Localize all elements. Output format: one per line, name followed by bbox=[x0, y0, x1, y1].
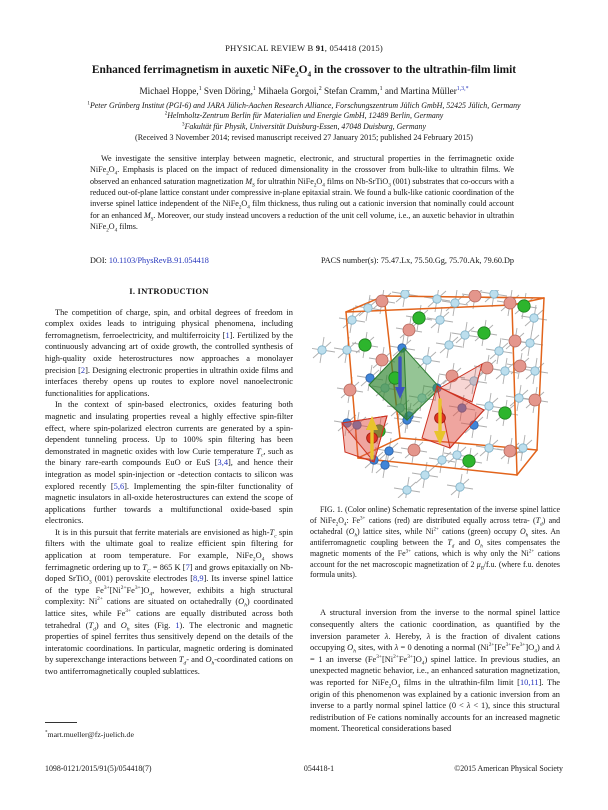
affiliations-block bbox=[45, 101, 563, 132]
intro-paragraph-1: The competition of charge, spin, and orbital degrees of freedom in complex oxides leads to intriguing physical phenomena, including ferromagnetism, ferroelectricity, and multiferroicity [1]. Fertilized by the continuously advancing art of oxide growth, the controlled synthesis of high-quality oxide heterostructures now approaches a monolayer precision [2]. Designing electronic properties in ultrathin oxide films and interfaces thereby opens up routes to explore novel nanoelectronic functionalities for applications. bbox=[45, 307, 293, 398]
page-footer bbox=[45, 764, 563, 773]
footer-copyright: ©2015 American Physical Society bbox=[454, 764, 563, 773]
right-column bbox=[310, 290, 560, 735]
footer-page-number: 054418-1 bbox=[303, 764, 335, 773]
doi-link[interactable]: 10.1103/PhysRevB.91.054418 bbox=[108, 256, 209, 265]
paper-title: Enhanced ferrimagnetism in auxetic $NiFe_2O_4$ in the crossover to the ultrathin-film limit bbox=[91, 64, 517, 79]
figure-1-caption bbox=[310, 505, 560, 581]
footnote-block bbox=[45, 722, 293, 739]
intro-paragraph-2: In the context of spin-based electronics, oxides featuring both magnetic and insulating properties reveal a highly effective spin-filter effect, where spin-polarized electron currents are generated by a spin-dependent tunneling process. Up to 100% spin filtering has been demonstrated in magnetic oxides with low Curie temperature $T_c$, such as the binary rare-earth compounds EuO or EuS [3,4], and hence their integration as model spin-injection or -detection contacts to silicon was explored recently [5,6]. Implementing the spin-filter functionality of magnetic insulators in all-oxide heterostructures can extend the scope of applications further towards a multifunctional oxide-based spin electronics. bbox=[45, 400, 294, 526]
doi-label: DOI: bbox=[90, 256, 109, 265]
footnote-rule bbox=[45, 722, 77, 723]
affiliation-1: $^1$Peter Grünberg Institut (PGI-6) and JARA Jülich-Aachen Research Alliance, Forschungszentrum Jülich GmbH, 52425 Jülich, Germany bbox=[87, 100, 521, 110]
figure-1-crystal-svg bbox=[312, 290, 548, 498]
authors-line: Michael Hoppe,$^1$ Sven Döring,$^1$ Mihaela Gorgoi,$^2$ Stefan Cramm,$^1$ and Martina Müller$^{1,3,*}$ bbox=[139, 85, 469, 96]
affiliation-3: $^3$Fakultät für Physik, Universität Duisburg-Essen, 47048 Duisburg, Germany bbox=[182, 120, 426, 131]
journal-header: PHYSICAL REVIEW B 91, 054418 (2015) bbox=[225, 43, 383, 53]
footnote-email[interactable]: *mart.mueller@fz-juelich.de bbox=[45, 730, 134, 739]
section-heading-introduction: I. INTRODUCTION bbox=[129, 286, 209, 296]
left-column bbox=[45, 286, 293, 678]
footer-issn: 1098-0121/2015/91(5)/054418(7) bbox=[45, 764, 152, 773]
received-line: (Received 3 November 2014; revised manuscript received 27 January 2015; published 24 February 2015) bbox=[135, 133, 473, 142]
doi-line bbox=[90, 256, 209, 265]
doi-pacs-row bbox=[90, 256, 514, 265]
figure-1 bbox=[312, 290, 560, 498]
figure-1-caption-text: FIG. 1. (Color online) Schematic representation of the inverse spinel lattice of $NiFe_2O_4$: $Fe^{3+}$ cations (red) are distributed equally across tetra- $(T_d)$ and octahedral $(O_h)$ lattice sites, while $Ni^{2+}$ cations (green) occupy $O_h$ sites. An antiferromagnetic coupling between the $T_d$ and $O_h$ sites compensates the magnetic moments of the $Fe^{3+}$ cations, which is why only the $Ni^{2+}$ cations account for the net macroscopic magnetization of 2 $\mu_B/f.u$. (where f.u. denotes formula units). bbox=[310, 505, 561, 580]
intro-paragraph-3: It is in this pursuit that ferrite materials are envisioned as high-$T_c$ spin filters with the ultimate goal to realize efficient spin filtering for application at room temperature. For example, $NiFe_2O_4$ shows ferrimagnetic ordering up to $T_C = 865$ K [7] and grows epitaxially on Nb-doped SrTiO$_3$ (001) perovskite electrodes [8,9]. Its inverse spinel lattice of the type $Fe^{3+}[Ni^{2+}Fe^{3+}]O_4$, however, exhibits a high structural complexity: $Ni^{2+}$ cations are situated on octahedrally $(O_h)$ coordinated lattice sites, while $Fe^{3+}$ cations are equally distributed across both tetrahedral $(T_d)$ and $O_h$ sites (Fig. 1). The electronic and magnetic properties of spinel ferrites thus sensitively depend on the details of the interatomic coordinations. In particular, magnetic ordering is dominated by superexchange interactions between $T_d-$ and $O_h$-coordinated cations on two antiferromagnetically coupled sublattices. bbox=[45, 527, 294, 676]
abstract bbox=[90, 153, 514, 232]
affiliation-2: $^2$Helmholtz-Zentrum Berlin für Materialien und Energie GmbH, 12489 Berlin, Germany bbox=[164, 110, 444, 121]
abstract-text: We investigate the sensitive interplay between magnetic, electronic, and structural properties in the ferrimagnetic oxide $NiFe_2O_4$. Emphasis is placed on the impact of reduced dimensionality in the crossover from bulk-like to ultrathin films. We observed an enhanced saturation magnetization $M_S$ for ultrathin $NiFe_2O_4$ films on Nb-SrTiO$_3$ (001) substrates that co-occurs with a reduced out-of-plane lattice constant under compressive in-plane epitaxial strain. We found a bulk-like cationic coordination of the inverse spinel lattice independent of the $NiFe_2O_4$ film thickness, thus ruling out a cationic inversion that nominally could account for an enhanced $M_S$. Moreover, our study instead uncovers a reduction of the unit cell volume, i.e., an auxetic behavior in ultrathin $NiFe_2O_4$ films. bbox=[90, 154, 515, 234]
pacs-numbers: PACS number(s): 75.47.Lx, 75.50.Gg, 75.70.Ak, 79.60.Dp bbox=[320, 256, 514, 265]
body-paragraph-inversion: A structural inversion from the inverse to the normal spinel lattice consequently alters the cationic coordination, as quantified by the inversion parameter λ. Hereby, λ is the fraction of divalent cations occupying $O_h$ sites, with λ = 0 denoting a normal $(Ni^{2+}[Fe^{3+}Fe^{3+}]O_4)$ and λ = 1 an inverse $(Fe^{3+}[Ni^{2+}Fe^{3+}]O_4)$ spinel lattice. In previous studies, an unexpected magnetic behavior, i.e., an enhanced saturation magnetization, was reported for $NiFe_2O_4$ films in the ultrathin-film limit [10,11]. The origin of this phenomenon was explained by a cationic inversion from an inverse to a partly normal spinel lattice (0 < λ < 1), since this structural redistribution of Fe cations nominally accounts for an increased magnetic moment. Theoretical considerations based bbox=[310, 608, 561, 734]
